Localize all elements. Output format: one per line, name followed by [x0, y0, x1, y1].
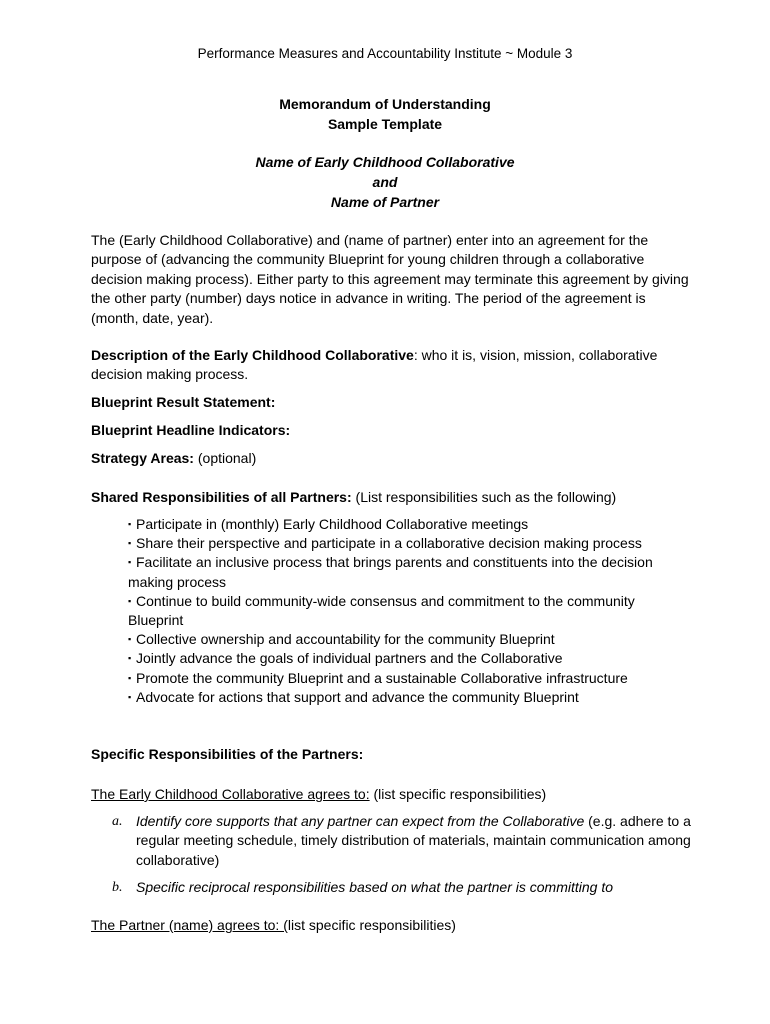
result-statement-label: Blueprint Result Statement:	[91, 394, 276, 410]
list-item	[128, 688, 688, 707]
bullet-icon: ▪	[128, 691, 132, 702]
strategy-areas-label: Strategy Areas:	[91, 450, 194, 466]
shared-responsibilities-list	[128, 515, 688, 707]
subtitle-line-3: Name of Partner	[330, 194, 440, 210]
bullet-icon: ▪	[128, 634, 132, 645]
list-item-text: Participate in (monthly) Early Childhood Collaborative meetings	[136, 516, 529, 532]
list-item-text: Share their perspective and participate in a collaborative decision making process	[136, 535, 642, 552]
intro-paragraph: The (Early Childhood Collaborative) and (name of partner) enter into an agreement for the purpose of (advancing the community Blueprint for young children through a collaborative decision making process). Either party to this agreement may terminate this agreement by giving the other party (number) days notice in advance in writing. The period of the agreement is (month, date, year).	[91, 232, 689, 326]
list-item-text: Advocate for actions that support and advance the community Blueprint	[136, 688, 579, 705]
list-item	[128, 649, 688, 668]
list-item-text: Collective ownership and accountability for the community Blueprint	[136, 631, 555, 648]
running-header: Performance Measures and Accountability Institute ~ Module 3	[197, 46, 573, 61]
headline-indicators-label: Blueprint Headline Indicators:	[91, 422, 291, 438]
document-title	[0, 94, 770, 134]
list-item-italic-text: Specific reciprocal responsibilities based on what the partner is committing to	[136, 879, 614, 896]
shared-responsibilities-text: (List responsibilities such as the following)	[351, 489, 617, 505]
partner-agrees-line	[91, 916, 691, 935]
list-item-italic-text: Identify core supports that any partner can expect from the Collaborative	[136, 813, 585, 829]
ecc-agrees-text: (list specific responsibilities)	[369, 786, 547, 802]
subtitle-line-1: Name of Early Childhood Collaborative	[255, 154, 515, 170]
list-item-text: Continue to build community-wide consensus and commitment to the community Blueprint	[128, 592, 635, 629]
list-item-text: (e.g. adhere to a regular meeting schedule, timely distribution of materials, maintain communication among collaborative)	[136, 813, 691, 868]
description-label: Description of the Early Childhood Collaborative	[91, 347, 414, 363]
list-item	[91, 878, 691, 897]
list-item	[128, 630, 688, 649]
bullet-icon: ▪	[128, 519, 132, 529]
list-item	[128, 553, 688, 591]
list-item	[128, 515, 688, 534]
description-text: : who it is, vision, mission, collaborative decision making process.	[91, 347, 658, 383]
list-item-text: Facilitate an inclusive process that brings parents and constituents into the decision making process	[128, 554, 653, 590]
list-item-text: Promote the community Blueprint and a sustainable Collaborative infrastructure	[136, 669, 628, 686]
description-paragraph	[91, 346, 691, 385]
list-item	[128, 592, 688, 630]
ecc-agrees-line	[91, 785, 691, 804]
partner-agrees-label: The Partner (name) agrees to: (	[91, 917, 288, 933]
document-subtitle	[0, 152, 770, 212]
subtitle-line-2: and	[372, 174, 398, 190]
list-item	[128, 669, 688, 688]
shared-responsibilities-label: Shared Responsibilities of all Partners:	[91, 489, 352, 505]
strategy-areas-text: (optional)	[193, 450, 257, 466]
bullet-icon: ▪	[128, 595, 132, 606]
bullet-icon: ▪	[128, 653, 132, 664]
bullet-icon: ▪	[128, 672, 132, 683]
ecc-responsibilities-list	[91, 812, 691, 906]
shared-responsibilities	[91, 488, 691, 507]
specific-responsibilities-heading: Specific Responsibilities of the Partners:	[91, 746, 364, 762]
list-marker: b.	[112, 880, 123, 896]
strategy-areas	[91, 449, 691, 468]
title-line-1: Memorandum of Understanding	[279, 96, 491, 112]
list-item-text: Jointly advance the goals of individual partners and the Collaborative	[136, 650, 563, 667]
list-item	[128, 534, 688, 553]
list-marker: a.	[112, 814, 123, 829]
partner-agrees-text: list specific responsibilities)	[287, 917, 456, 933]
ecc-agrees-label: The Early Childhood Collaborative agrees to:	[91, 786, 370, 802]
list-item	[91, 812, 691, 870]
title-line-2: Sample Template	[327, 116, 443, 132]
bullet-icon: ▪	[128, 538, 132, 549]
bullet-icon: ▪	[128, 557, 132, 568]
